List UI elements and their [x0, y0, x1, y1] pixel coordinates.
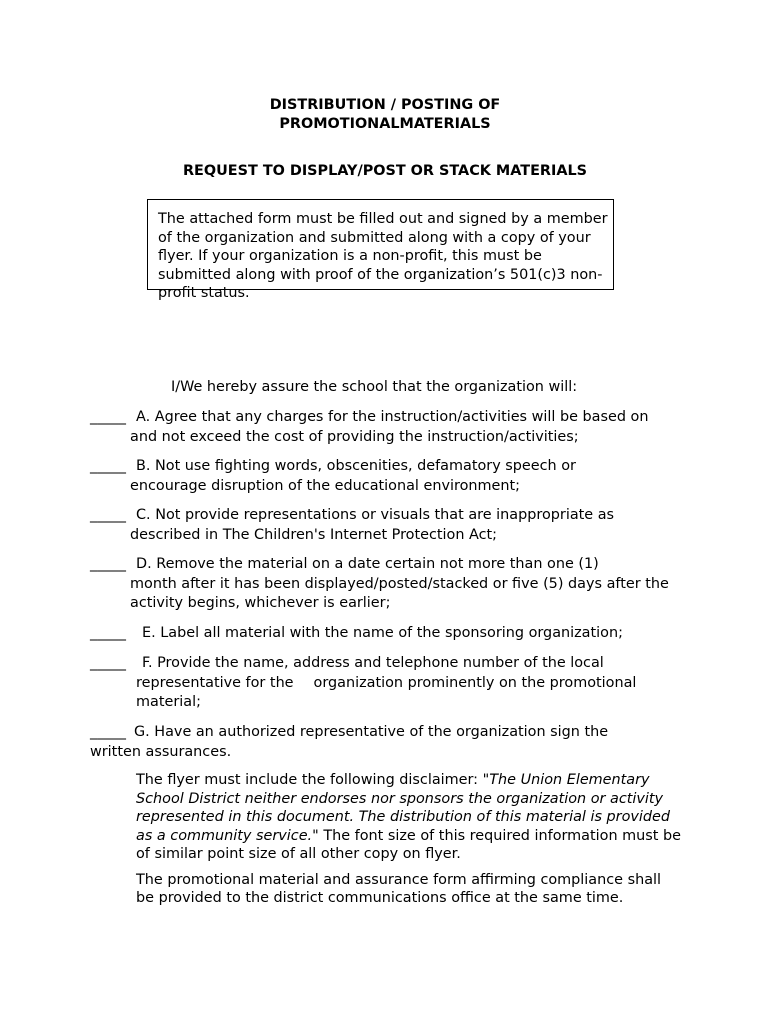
item-continuation: [136, 674, 702, 713]
item-line: E. Label all material with the name of the sponsoring organization;: [142, 625, 623, 641]
disclaimer-quote: The Union Elementary School District neither endorses nor sponsors the organization or activity represented in this document. The distribution of this material is provided as a community service.: [136, 772, 671, 844]
initial-blank: _____: [90, 625, 126, 641]
item-line: D. Remove the material on a date certain not more than one (1): [136, 556, 599, 572]
document-subtitle: REQUEST TO DISPLAY/POST OR STACK MATERIALS: [182, 163, 588, 179]
initial-blank: _____: [90, 507, 126, 523]
initial-blank: _____: [90, 655, 126, 671]
item-line: B. Not use fighting words, obscenities, defamatory speech or: [136, 458, 576, 474]
item-continuation-a: representative for the: [136, 674, 294, 691]
closing-paragraph: The promotional material and assurance form affirming compliance shall be provided to the district communications office at the same time.: [136, 872, 662, 906]
document-title-line2: PROMOTIONALMATERIALS: [279, 116, 491, 132]
disclaimer-lead: The flyer must include the following disclaimer: ": [136, 772, 490, 788]
notice-text: The attached form must be filled out and signed by a member of the organization and submitted along with a copy of your flyer. If your organization is a non-profit, this must be submitted along with proof of the organization’s 501(c)3 non-profit status.: [158, 211, 608, 301]
item-continuation: encourage disruption of the educational environment;: [130, 477, 520, 494]
item-continuation: written assurances.: [90, 743, 232, 760]
item-continuation: described in The Children's Internet Protection Act;: [130, 526, 498, 543]
assurance-item-text: [130, 408, 696, 447]
item-line: G. Have an authorized representative of the organization sign the: [133, 724, 609, 740]
assurance-item-text: [136, 654, 702, 713]
assurance-intro: I/We hereby assure the school that the organization will:: [171, 379, 578, 395]
assurance-item-text: [130, 457, 696, 496]
assurance-item-g: [90, 723, 690, 762]
assurance-item-text: [130, 506, 696, 545]
initial-blank: _____: [90, 458, 126, 474]
item-line: F. Provide the name, address and telephone number of the local: [142, 655, 604, 671]
initial-blank: _____: [90, 724, 126, 740]
assurance-item-text: [130, 555, 696, 614]
item-continuation-b: organization prominently on the promotional material;: [136, 674, 637, 710]
disclaimer-tail: " The font size of this required information must be of similar point size of all other copy on flyer.: [136, 827, 681, 862]
item-continuation: and not exceed the cost of providing the instruction/activities;: [130, 428, 579, 445]
item-line: C. Not provide representations or visuals that are inappropriate as: [136, 507, 615, 523]
item-line: A. Agree that any charges for the instruction/activities will be based on: [136, 409, 649, 425]
item-continuation: month after it has been displayed/posted/stacked or five (5) days after the activity begins, whichever is earlier;: [130, 575, 669, 611]
assurance-item-text: [142, 624, 702, 644]
document-title-line1: DISTRIBUTION / POSTING OF: [269, 97, 501, 113]
initial-blank: _____: [90, 556, 126, 572]
initial-blank: _____: [90, 409, 126, 425]
disclaimer-paragraph: [136, 771, 681, 864]
